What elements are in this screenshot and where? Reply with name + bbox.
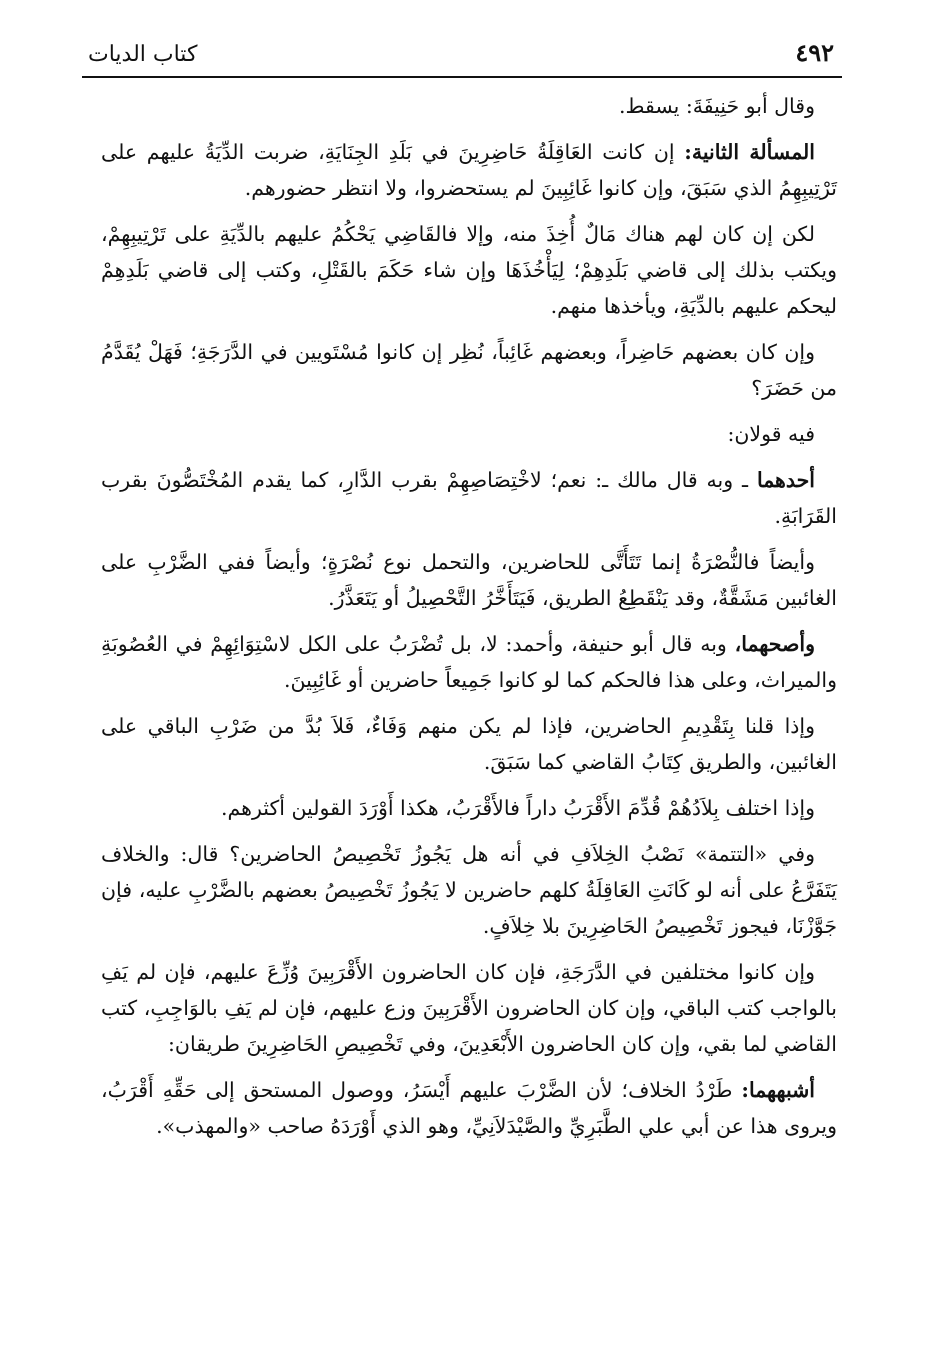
page-header bbox=[82, 36, 842, 78]
paragraph-lead: أشبههما: bbox=[741, 1078, 815, 1102]
paragraph-text: وفي «التتمة» نَصْبُ الخِلاَفِ في أنه هل يَجُوزُ تَخْصِيصُ الحاضرين؟ قال: والخلاف يَتَفَرَّعُ على أنه لو كَانَتِ العَاقِلَةُ كلهم حاضرين لا يَجُوزُ تَخْصِيصُ بعضهم بالضَّرْبِ عليه، فإن جَوَّزْنَا، فيجوز تَخْصِيصُ الحَاضِرِينَ بلا خِلاَفٍ. bbox=[101, 842, 837, 938]
paragraph-8 bbox=[101, 626, 837, 698]
paragraph-text: وقال أبو حَنِيفَةَ: يسقط. bbox=[618, 94, 815, 118]
paragraph-text: إن كانت العَاقِلَةُ حَاضِرِينَ في بَلَدِ الجِنَايَةِ، ضربت الدِّيَةُ عليهم على تَرْتِيبِهِمُ الذي سَبَقَ، وإن كانوا غَائِبِينَ لم يستحضروا، ولا انتظر حضورهم. bbox=[101, 140, 837, 200]
paragraph-3 bbox=[101, 216, 837, 324]
paragraph-text: وأيضاً فالنُّصْرَةُ إنما تَتَأَتَّى للحاضرين، والتحمل نوع نُصْرَةٍ؛ وأيضاً ففي الضَّرْبِ على الغائبين مَشَقَّةٌ، وقد يَنْقَطِعُ الطريق، فَيَتَأَخَّرُ التَّحْصِيلُ أو يَتَعَذَّرُ. bbox=[101, 550, 837, 610]
paragraph-text: فيه قولان: bbox=[727, 422, 815, 446]
paragraph-text: وإن كان بعضهم حَاضِراً، وبعضهم غَائِباً، نُظِر إن كانوا مُسْتَويين في الدَّرَجَةِ؛ فَهَلْ يُقَدَّمُ من حَضَرَ؟ bbox=[101, 340, 837, 400]
paragraph-text: طَرْدُ الخلاف؛ لأن الضَّرْبَ عليهم أَيْسَرُ، ووصول المستحق إلى حَقِّهِ أَقْرَبُ، ويروى هذا عن أبي علي الطَّبَرِيِّ والصَّيْدَلاَنِيِّ، وهو الذي أَوْرَدَهُ صاحب «والمهذب». bbox=[101, 1078, 837, 1138]
paragraph-text: وإذا اختلف بِلاَدُهُمْ قُدِّمَ الأَقْرَبُ داراً فالأَقْرَبُ، هكذا أَوْرَدَ القولين أكثرهم. bbox=[221, 796, 815, 820]
body-text bbox=[101, 88, 837, 1154]
paragraph-13 bbox=[101, 1072, 837, 1144]
paragraph-1 bbox=[101, 88, 837, 124]
paragraph-text: وبه قال أبو حنيفة، وأحمد: لا، بل تُضْرَبُ على الكل لاسْتِوَائِهِمْ في العُصُوبَةِ والميراث، وعلى هذا فالحكم كما لو كانوا جَمِيعاً حاضرين أو غَائِبِينَ. bbox=[101, 632, 837, 692]
paragraph-lead: المسألة الثانية: bbox=[684, 140, 815, 164]
paragraph-4 bbox=[101, 334, 837, 406]
paragraph-10 bbox=[101, 790, 837, 826]
paragraph-text: وإذا قلنا بِتَقْدِيمِ الحاضرين، فإذا لم يكن منهم وَفَاءٌ، فَلاَ بُدَّ من ضَرْبِ الباقي على الغائبين، والطريق كِتَابُ القاضي كما سَبَقَ. bbox=[101, 714, 837, 774]
book-title: كتاب الديات bbox=[88, 42, 198, 67]
paragraph-text: وإن كانوا مختلفين في الدَّرَجَةِ، فإن كان الحاضرون الأَقْرَبِينَ وُزِّعَ عليهم، فإن لم يَفِ بالواجب كتب الباقي، وإن كان الحاضرون الأَقْرَبِينَ وزع عليهم، فإن لم يَفِ بالوَاجِبِ، كتب القاضي لما بقي، وإن كان الحاضرون الأَبْعَدِينَ، وفي تَخْصِيصِ الحَاضِرِينَ طريقان: bbox=[101, 960, 837, 1056]
paragraph-9 bbox=[101, 708, 837, 780]
paragraph-6 bbox=[101, 462, 837, 534]
paragraph-2 bbox=[101, 134, 837, 206]
paragraph-text: لكن إن كان لهم هناك مَالٌ أُخِذَ منه، وإلا فالقَاضِي يَحْكُمُ عليهم بالدِّيَةِ على تَرْتِيبِهِمْ، ويكتب بذلك إلى قاضي بَلَدِهِمْ؛ لِيَأْخُذَهَا وإن شاء حَكَمَ بالقَتْلِ، وكتب إلى قاضي بَلَدِهِمْ ليحكم عليهم بالدِّيَةِ، ويأخذها منهم. bbox=[101, 222, 837, 318]
paragraph-5 bbox=[101, 416, 837, 452]
paragraph-lead: وأصحهما، bbox=[734, 632, 815, 656]
paragraph-11 bbox=[101, 836, 837, 944]
paragraph-12 bbox=[101, 954, 837, 1062]
page-number: ٤٩٢ bbox=[795, 38, 834, 67]
paragraph-text: ـ وبه قال مالك ـ: نعم؛ لاخْتِصَاصِهِمْ بقرب الدَّارِ، كما يقدم المُخْتَصُّونَ بقرب القَرَابَةِ. bbox=[101, 468, 837, 528]
paragraph-lead: أحدهما bbox=[756, 468, 815, 492]
paragraph-7 bbox=[101, 544, 837, 616]
